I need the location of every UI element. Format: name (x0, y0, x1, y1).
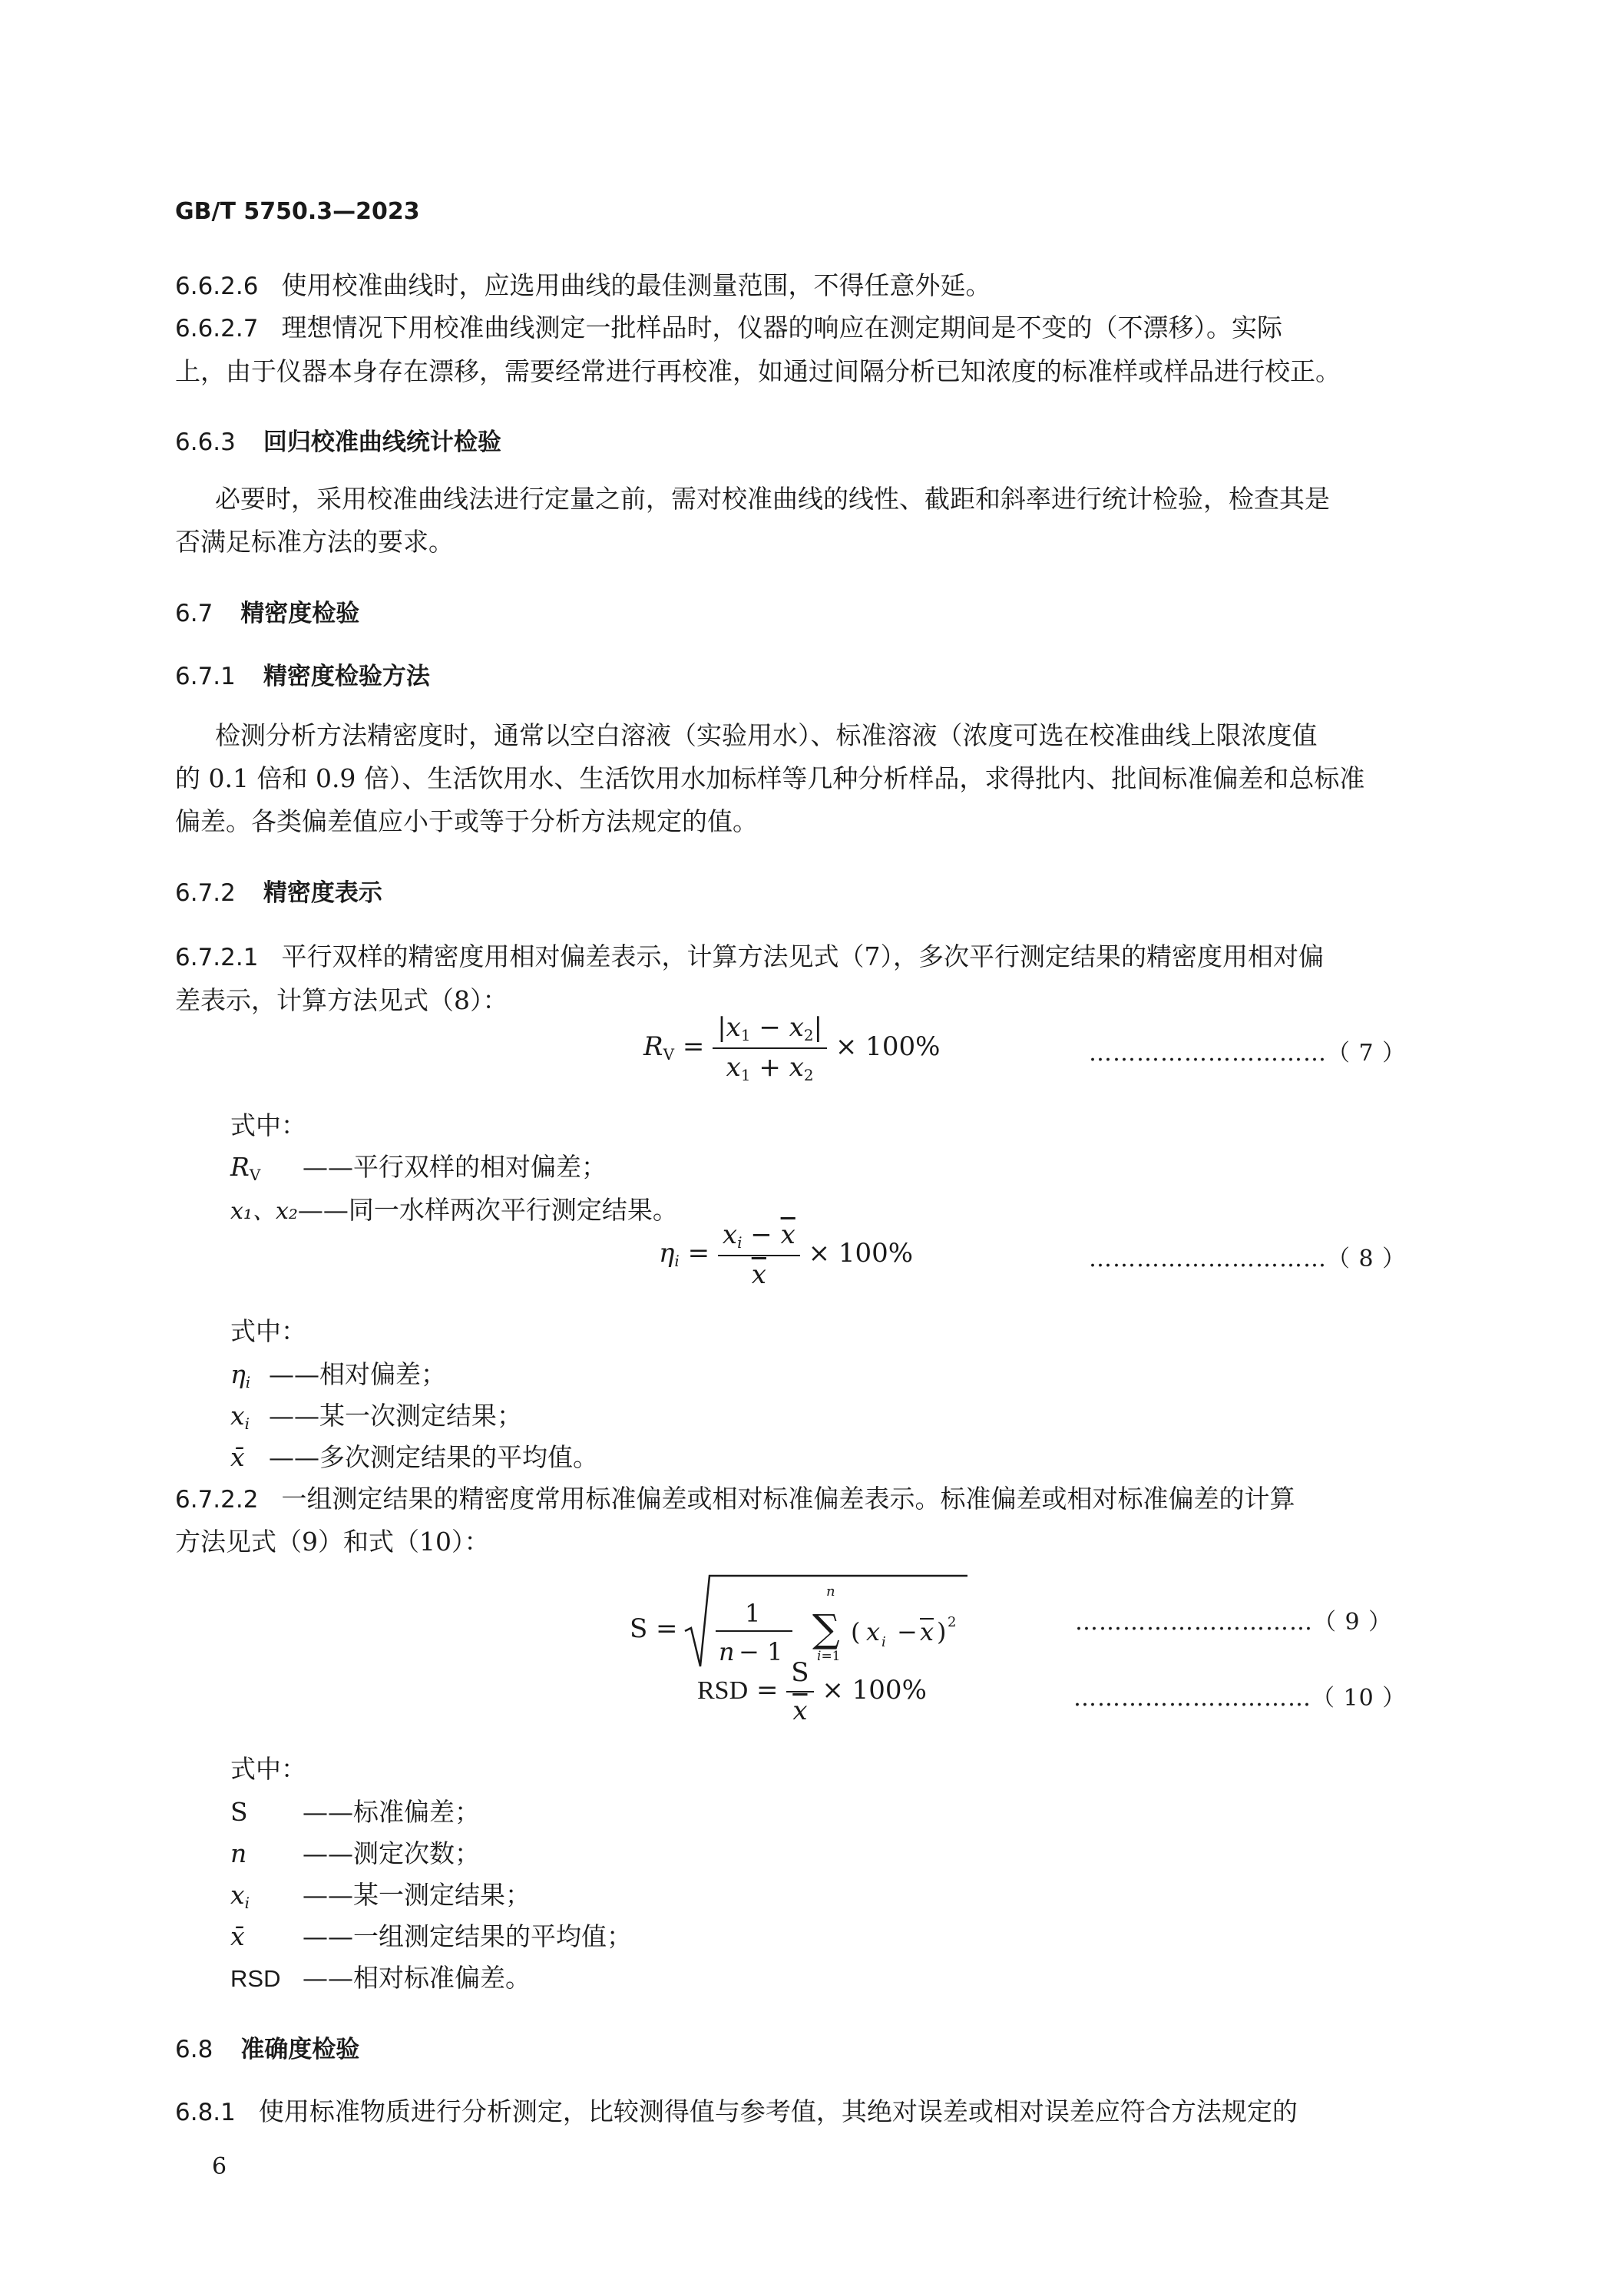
paragraph-6-7-1-line1: 检测分析方法精密度时，通常以空白溶液（实验用水）、标准溶液（浓度可选在校准曲线上限浓度值 (215, 720, 1318, 750)
clause-6-7-2-1-line1 (175, 935, 1324, 979)
clause-text: 理想情况下用校准曲线测定一批样品时，仪器的响应在测定期间是不变的（不漂移）。实际 (281, 313, 1282, 342)
svg-text:1: 1 (745, 1599, 761, 1628)
svg-text:−: − (897, 1617, 918, 1646)
eq8-fraction: $\frac{xi - \overline{x}}{x}$ (718, 1219, 800, 1290)
clause-6-8-1 (175, 2090, 1298, 2134)
where-row (230, 1958, 531, 1994)
svg-text:(: ( (851, 1617, 861, 1646)
where-row (230, 1438, 598, 1474)
paragraph-6-6-3-line1: 必要时，采用校准曲线法进行定量之前，需对校准曲线的线性、截距和斜率进行统计检验，检查其是 (215, 484, 1330, 514)
heading-number: 6.6.3 (175, 428, 236, 456)
eq7-percent: × 100% (835, 1031, 941, 1062)
eq10-percent: × 100% (822, 1675, 927, 1706)
symbol: x̄ (230, 1921, 245, 1951)
equation-number-10: …………………………（ 10 ） (1073, 1685, 1407, 1712)
clause-text: 一组测定结果的精密度常用标准偏差或相对标准偏差表示。标准偏差或相对标准偏差的计算 (281, 1484, 1295, 1514)
symbol: xi (230, 1401, 250, 1433)
svg-text:n: n (826, 1583, 835, 1600)
clause-number: 6.7.2.2 (175, 1486, 259, 1514)
eq10-lhs: RSD (697, 1676, 749, 1705)
equation-number-7: …………………………（ 7 ） (1089, 1040, 1407, 1067)
where-label-eq8: 式中： (230, 1316, 306, 1346)
where-row (230, 1355, 446, 1391)
equation-7: $R_V$ = $\frac{|x_1 - x_2|}{x_1 + x_2}$ × 100% (643, 1012, 941, 1084)
equation-number-9: …………………………（ 9 ） (1075, 1609, 1393, 1636)
description: ——标准偏差； (303, 1797, 480, 1827)
paragraph-6-6-3-line2: 否满足标准方法的要求。 (175, 527, 454, 557)
heading-6-7-2 (175, 873, 382, 908)
where-row (230, 1792, 480, 1828)
where-row (230, 1917, 632, 1953)
paragraph-6-7-1-line3: 偏差。各类偏差值应小于或等于分析方法规定的值。 (175, 806, 758, 836)
clause-6-7-2-2-line2: 方法见式（9）和式（10）： (175, 1527, 490, 1557)
where-row (230, 1875, 531, 1912)
symbol: S (230, 1797, 248, 1827)
svg-text:=: = (656, 1613, 678, 1644)
description: ——某一次测定结果； (269, 1401, 522, 1431)
heading-6-6-3 (175, 422, 501, 457)
heading-title: 准确度检验 (240, 2036, 360, 2063)
equation-number-8: …………………………（ 8 ） (1089, 1246, 1407, 1272)
standard-code: GB/T 5750.3—2023 (175, 198, 420, 225)
description: ——测定次数； (303, 1838, 480, 1868)
heading-title: 精密度表示 (263, 879, 382, 907)
heading-number: 6.7.2 (175, 879, 236, 907)
clause-text: 使用标准物质进行分析测定，比较测得值与参考值，其绝对误差或相对误差应符合方法规定的 (258, 2096, 1298, 2126)
clause-6-6-2-6 (175, 264, 991, 308)
equation-10: RSD = $\frac{S}{x}$ × 100% (697, 1657, 927, 1726)
svg-text:i: i (881, 1634, 886, 1650)
clause-number: 6.7.2.1 (175, 944, 259, 971)
heading-title: 回归校准曲线统计检验 (263, 428, 501, 456)
eq9-lhs: S (630, 1613, 648, 1644)
svg-text:i=1: i=1 (817, 1649, 841, 1664)
symbol: xi (230, 1880, 250, 1912)
description: ——同一水样两次平行测定结果。 (297, 1195, 678, 1225)
heading-title: 精密度检验 (240, 600, 360, 627)
heading-title: 精密度检验方法 (263, 663, 430, 690)
description: ——相对偏差； (269, 1359, 446, 1389)
symbol: $R_V$ (230, 1152, 261, 1184)
clause-6-7-2-2-line1 (175, 1477, 1295, 1521)
clause-number: 6.6.2.7 (175, 315, 259, 342)
eq8-percent: × 100% (808, 1238, 914, 1269)
clause-text: 平行双样的精密度用相对偏差表示，计算方法见式（7），多次平行测定结果的精密度用相对偏 (281, 941, 1324, 971)
description: ——某一测定结果； (303, 1880, 531, 1910)
where-row (230, 1834, 480, 1870)
where-row (230, 1147, 607, 1184)
description: ——多次测定结果的平均值。 (269, 1442, 598, 1472)
svg-text:): ) (937, 1617, 947, 1646)
clause-number: 6.8.1 (175, 2099, 236, 2126)
symbol: ηi (230, 1359, 251, 1391)
eq7-lhs: $R_V$ (643, 1031, 675, 1064)
where-label-eq9: 式中： (230, 1754, 306, 1784)
heading-number: 6.7.1 (175, 663, 236, 690)
eq8-lhs: ηi (659, 1238, 680, 1270)
eq10-fraction: $\frac{S}{x}$ (786, 1657, 813, 1726)
heading-number: 6.8 (175, 2036, 213, 2063)
symbol: x̄ (230, 1442, 245, 1472)
heading-6-7 (175, 594, 359, 628)
clause-6-6-2-7-line1 (175, 306, 1282, 350)
where-row (230, 1190, 678, 1226)
svg-text:− 1: − 1 (739, 1637, 783, 1666)
description: ——相对标准偏差。 (303, 1963, 531, 1993)
where-row (230, 1396, 522, 1433)
svg-text:2: 2 (948, 1614, 957, 1630)
clause-number: 6.6.2.6 (175, 273, 259, 300)
where-label-eq7: 式中： (230, 1110, 306, 1140)
svg-text:x: x (920, 1617, 934, 1646)
heading-6-7-1 (175, 657, 430, 691)
page-number: 6 (212, 2153, 227, 2180)
clause-6-6-2-7-line2: 上，由于仪器本身存在漂移，需要经常进行再校准，如通过间隔分析已知浓度的标准样或样品进行校正。 (175, 356, 1341, 386)
clause-text: 使用校准曲线时，应选用曲线的最佳测量范围，不得任意外延。 (281, 270, 991, 300)
paragraph-6-7-1-line2: 的 0.1 倍和 0.9 倍）、生活饮用水、生活饮用水加标样等几种分析样品，求得批内、批间标准偏差和总标准 (175, 763, 1365, 793)
symbol: RSD (230, 1965, 281, 1992)
description: ——平行双样的相对偏差； (303, 1152, 607, 1182)
eq7-fraction: $\frac{|x_1 - x_2|}{x_1 + x_2}$ (713, 1012, 827, 1084)
svg-text:x: x (866, 1617, 881, 1646)
description: ——一组测定结果的平均值； (303, 1921, 632, 1951)
clause-6-7-2-1-line2: 差表示，计算方法见式（8）： (175, 985, 508, 1015)
equation-8: ηi = $\frac{xi - \overline{x}}{x}$ × 100% (659, 1219, 914, 1290)
symbol: x₁、x₂ (230, 1198, 298, 1225)
symbol: n (230, 1838, 247, 1868)
svg-text:n: n (719, 1637, 735, 1666)
svg-text:∑: ∑ (812, 1606, 840, 1651)
heading-number: 6.7 (175, 600, 213, 627)
heading-6-8 (175, 2030, 359, 2064)
